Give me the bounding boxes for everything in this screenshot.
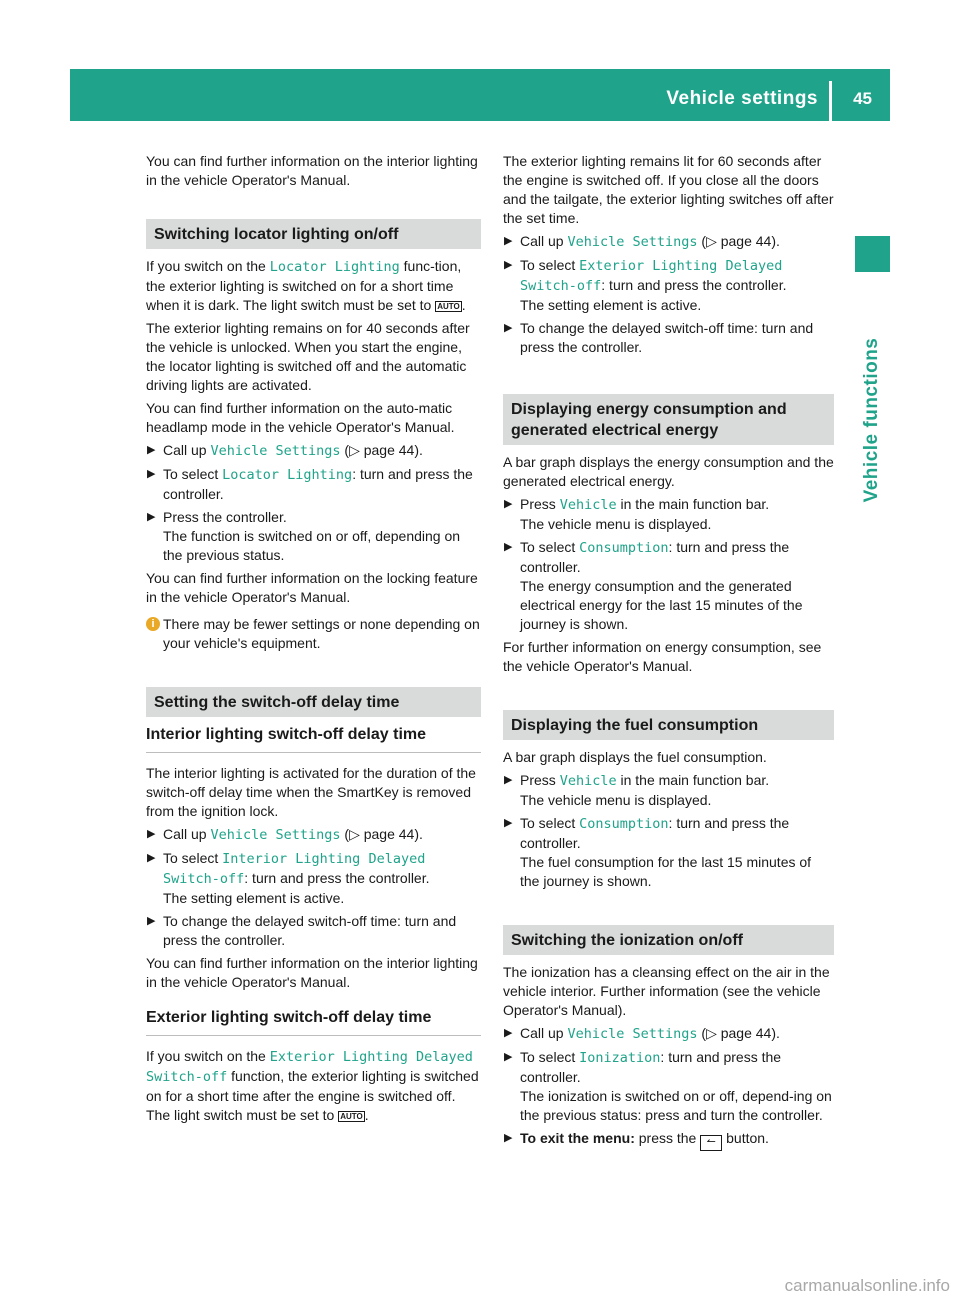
step-arrow-icon: ▶: [147, 915, 156, 927]
locator-paragraph-2: The exterior lighting remains on for 40 seconds after the vehicle is unlocked. When you start the engine, the locator lighting is switched off and the automatic driving lights are activated.: [146, 320, 470, 393]
back-button-icon: ↼: [700, 1135, 722, 1151]
exterior-remains-paragraph: The exterior lighting remains lit for 60 seconds after the engine is switched off. If you close all the doors and the tailgate, the exterior lighting switches off after the set time.: [503, 153, 834, 226]
locator-paragraph-1: If you switch on the Locator Lighting func-tion, the exterior lighting is switched on for a short time when it is dark. The light switch must be set to AUTO .: [146, 258, 466, 313]
step-arrow-icon: ▶: [504, 1132, 513, 1144]
step-arrow-icon: ▶: [147, 511, 156, 523]
auto-icon: AUTO: [437, 302, 460, 311]
watermark: carmanualsonline.info: [784, 1276, 950, 1295]
step-press-controller: ▶ Press the controller. The function is switched on or off, depending on the previous status.: [147, 509, 461, 563]
locator-paragraph-3: You can find further information on the auto-matic headlamp mode in the vehicle Operator's Manual.: [146, 400, 455, 435]
step-select-interior-delay: ▶ To select Interior Lighting Delayed Switch-off: turn and press the controller. The setting element is active.: [147, 850, 430, 906]
section-heading-ionization: Switching the ionization on/off: [503, 925, 834, 955]
step-arrow-icon: ▶: [504, 1027, 513, 1039]
right-column: [503, 152, 834, 1155]
step-change-delay-time: ▶ To change the delayed switch-off time: turn and press the controller.: [504, 320, 814, 355]
step-arrow-icon: ▶: [504, 1051, 513, 1063]
step-press-vehicle: ▶ Press Vehicle in the main function bar. The vehicle menu is displayed.: [504, 772, 770, 808]
step-arrow-icon: ▶: [504, 541, 513, 553]
interior-delay-info: You can find further information on the interior lighting in the vehicle Operator's Manual.: [146, 955, 478, 990]
step-select-consumption: ▶ To select Consumption: turn and press the controller. The fuel consumption for the last 15 minutes of the journey is shown.: [504, 815, 812, 889]
step-arrow-icon: ▶: [147, 852, 156, 864]
step-arrow-icon: ▶: [504, 774, 513, 786]
step-call-up-vehicle-settings: ▶ Call up Vehicle Settings (▷ page 44).: [504, 233, 780, 250]
left-column: [146, 152, 481, 1129]
step-call-up-vehicle-settings: ▶ Call up Vehicle Settings (▷ page 44).: [504, 1025, 780, 1042]
step-call-up-vehicle-settings: ▶ Call up Vehicle Settings (▷ page 44).: [147, 826, 423, 843]
auto-icon: AUTO: [340, 1112, 363, 1121]
step-call-up-vehicle-settings: ▶ Call up Vehicle Settings (▷ page 44).: [147, 442, 423, 459]
step-arrow-icon: ▶: [147, 444, 156, 456]
step-arrow-icon: ▶: [504, 322, 513, 334]
step-arrow-icon: ▶: [504, 498, 513, 510]
interior-delay-paragraph: The interior lighting is activated for the duration of the switch-off delay time when the SmartKey is removed from the ignition lock.: [146, 765, 476, 819]
header-separator: [829, 81, 832, 121]
step-press-vehicle: ▶ Press Vehicle in the main function bar. The vehicle menu is displayed.: [504, 496, 770, 532]
step-arrow-icon: ▶: [147, 828, 156, 840]
exterior-delay-paragraph: If you switch on the Exterior Lighting Delayed Switch-off function, the exterior lighting is switched on for a short time after the engine is switched off. The light switch must be set to AUTO .: [146, 1048, 479, 1123]
header-band: [70, 69, 890, 121]
step-select-consumption: ▶ To select Consumption: turn and press the controller. The energy consumption and the generated electrical energy for the last 15 minutes of the journey is shown.: [504, 539, 803, 632]
page-number: 45: [853, 89, 872, 108]
energy-paragraph-1: A bar graph displays the energy consumption and the generated electrical energy.: [503, 454, 834, 489]
step-arrow-icon: ▶: [504, 817, 513, 829]
step-arrow-icon: ▶: [504, 259, 513, 271]
intro-paragraph: You can find further information on the interior lighting in the vehicle Operator's Manual.: [146, 153, 478, 188]
section-heading-energy: Displaying energy consumption and generated electrical energy: [503, 394, 834, 445]
side-tab-marker: [855, 236, 890, 272]
side-chapter-label: Vehicle functions: [861, 337, 882, 503]
section-heading-delay: Setting the switch-off delay time: [146, 687, 481, 717]
step-exit-menu: ▶ To exit the menu: press the ↼ button.: [503, 1129, 834, 1151]
step-arrow-icon: ▶: [147, 468, 156, 480]
step-select-locator-lighting: ▶ To select Locator Lighting: turn and press the controller.: [147, 466, 473, 502]
step-arrow-icon: ▶: [504, 235, 513, 247]
step-select-ionization: ▶ To select Ionization: turn and press the controller. The ionization is switched on or off, depend-ing on the previous status: press and turn the controller.: [504, 1049, 832, 1123]
step-change-delay-time: ▶ To change the delayed switch-off time: turn and press the controller.: [147, 913, 457, 948]
energy-paragraph-2: For further information on energy consumption, see the vehicle Operator's Manual.: [503, 639, 822, 674]
info-icon: i: [146, 617, 160, 631]
page-section-title: Vehicle settings: [666, 88, 818, 109]
section-heading-fuel: Displaying the fuel consumption: [503, 710, 834, 740]
step-select-exterior-delay: ▶ To select Exterior Lighting Delayed Switch-off: turn and press the controller. The setting element is active.: [504, 257, 787, 313]
locator-paragraph-4: You can find further information on the locking feature in the vehicle Operator's Manual.: [146, 570, 478, 605]
section-heading-locator: Switching locator lighting on/off: [146, 219, 481, 249]
subheading-exterior-delay: Exterior lighting switch-off delay time: [146, 1008, 481, 1036]
info-note: i There may be fewer settings or none depending on your vehicle's equipment.: [146, 615, 481, 653]
menu-item-locator-lighting: Locator Lighting: [269, 259, 400, 275]
ionization-paragraph: The ionization has a cleansing effect on the air in the vehicle interior. Further information (see the vehicle Operator's Manual).: [503, 964, 830, 1018]
subheading-interior-delay: Interior lighting switch-off delay time: [146, 725, 481, 753]
fuel-paragraph: A bar graph displays the fuel consumption.: [503, 749, 767, 765]
